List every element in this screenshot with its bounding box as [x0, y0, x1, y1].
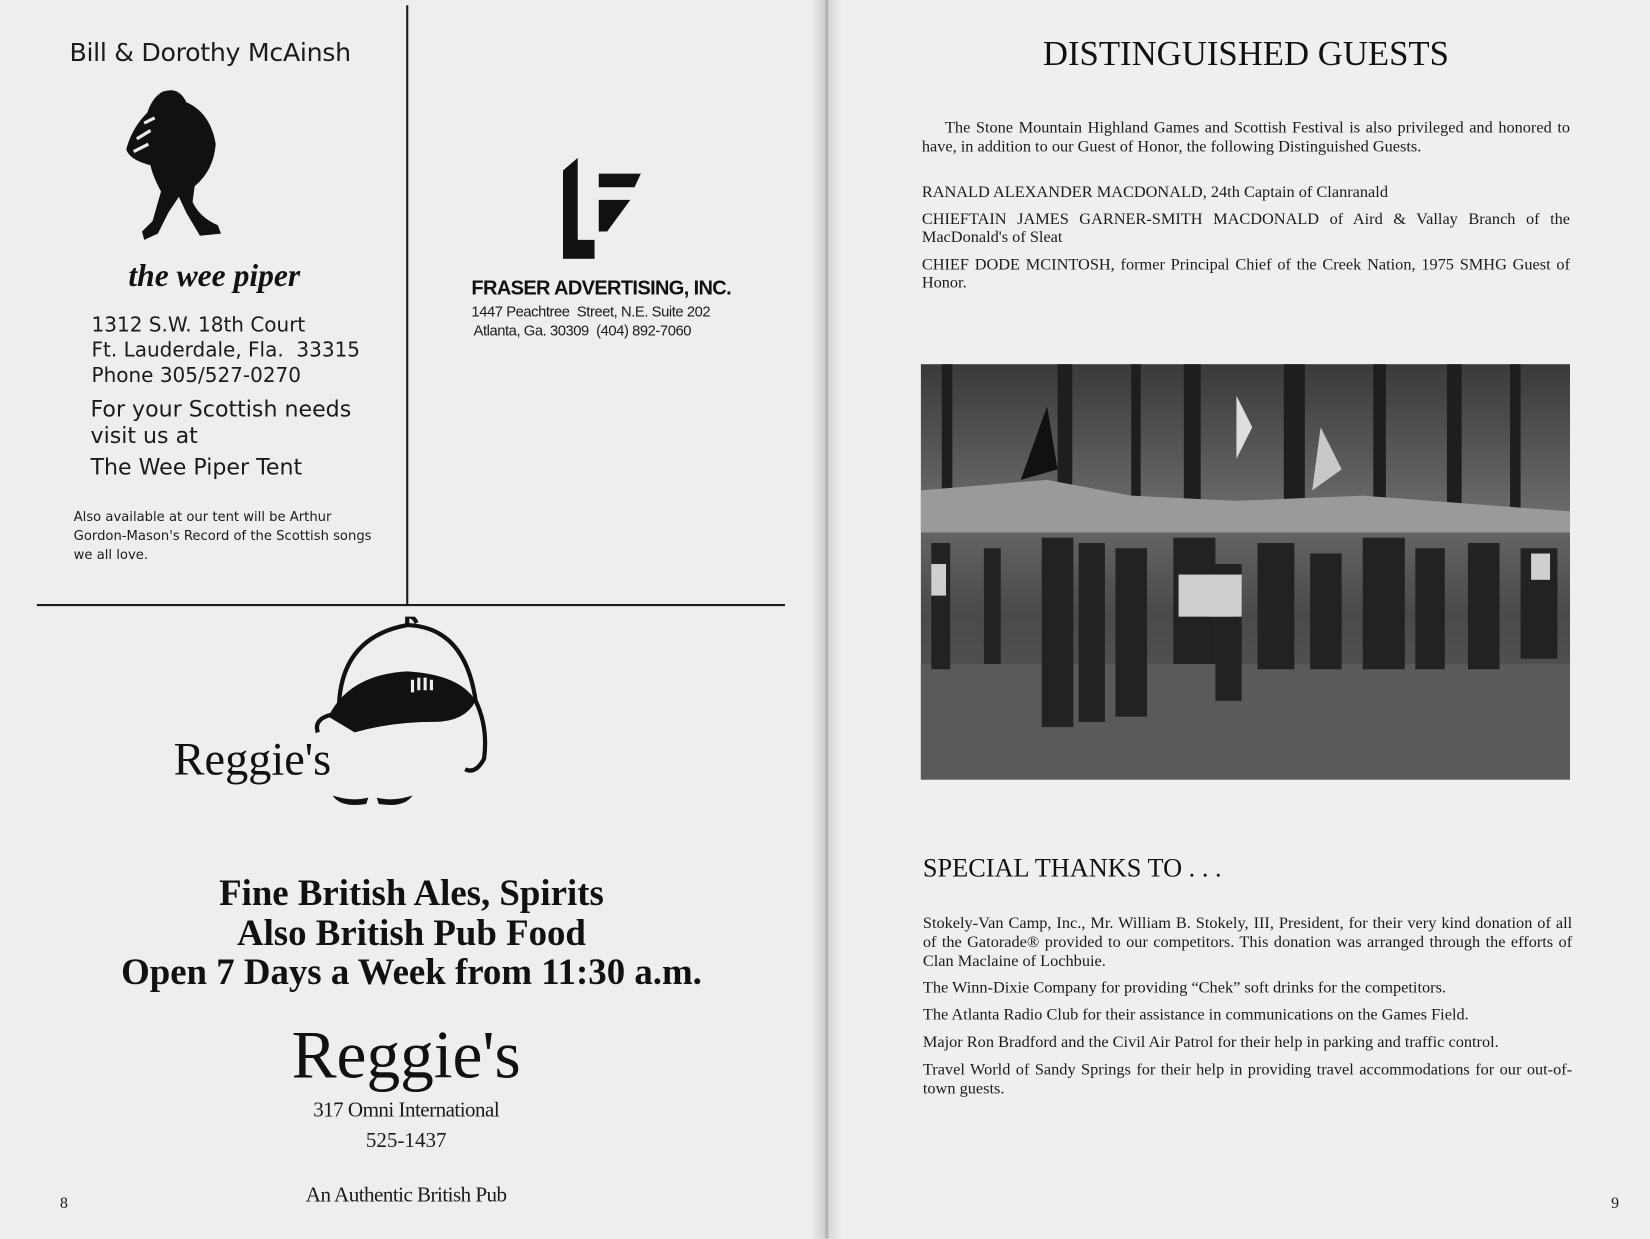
fraser-company-name: FRASER ADVERTISING, INC.	[471, 277, 732, 300]
phone-line: Phone 305/527-0270	[91, 364, 302, 388]
thanks-item: Major Ron Bradford and the Civil Air Patrol for their help in parking and traffic control.	[922, 1033, 1499, 1052]
invite-line: The Wee Piper Tent	[90, 454, 303, 480]
reggies-tagline: An Authentic British Pub	[305, 1183, 507, 1207]
special-thanks-title: SPECIAL THANKS TO . . .	[922, 854, 1222, 883]
reggies-headline	[63, 873, 760, 991]
guest-list	[922, 183, 1570, 292]
reggies-helmet-icon	[307, 617, 492, 781]
headline-line: Fine British Ales, Spirits	[219, 872, 604, 914]
wee-piper-note: Also available at our tent will be Arthur Gordon-Mason's Record of the Scottish songs we all love.	[73, 508, 372, 562]
reggies-logo-name: Reggie's	[173, 733, 332, 786]
binding-gutter	[810, 0, 842, 1239]
page-title: DISTINGUISHED GUESTS	[1042, 35, 1449, 74]
wee-piper-logo-text: the wee piper	[128, 258, 301, 294]
reggies-name: Reggie's	[291, 1017, 521, 1093]
headline-line: Also British Pub Food	[236, 911, 586, 953]
headline-line: Open 7 Days a Week from 11:30 a.m.	[121, 951, 702, 993]
guest-item: RANALD ALEXANDER MACDONALD, 24th Captain of Clanranald	[921, 183, 1388, 201]
address-line: 1447 Peachtree Street, N.E. Suite 202	[471, 303, 711, 320]
guest-item: CHIEFTAIN JAMES GARNER-SMITH MACDONALD of Aird & Vallay Branch of the MacDonald's of Sleat	[921, 209, 1571, 247]
thanks-item: Stokely-Van Camp, Inc., Mr. William B. Stokely, III, President, for their very kind donation of all of the Gatorade® provided to our competitors. This donation was arranged through the efforts of Clan Maclaine of Lochbuie.	[922, 914, 1573, 970]
horizontal-divider	[37, 604, 785, 606]
address-line: 1312 S.W. 18th Court	[91, 313, 306, 337]
invite-line: For your Scottish needs	[90, 396, 352, 422]
address-line: Atlanta, Ga. 30309 (404) 892-7060	[473, 322, 692, 339]
thanks-list	[923, 914, 1572, 1097]
page-number-right: 9	[1611, 1195, 1619, 1213]
address-line: Ft. Lauderdale, Fla. 33315	[91, 338, 361, 362]
vertical-divider	[406, 5, 408, 605]
intro-paragraph: The Stone Mountain Highland Games and Scottish Festival is also privileged and honored to have, in addition to our Guest of Honor, the following Distinguished Guests.	[921, 118, 1571, 156]
thanks-item: The Atlanta Radio Club for their assistance in communications on the Games Field.	[922, 1006, 1469, 1025]
wee-piper-address	[92, 313, 360, 389]
fraser-address	[471, 302, 710, 340]
invite-line: visit us at	[90, 423, 198, 449]
mustache-icon	[330, 791, 414, 812]
piper-figure-icon	[121, 86, 226, 244]
highland-games-parade-photo	[921, 364, 1570, 780]
page-number-left: 8	[59, 1195, 68, 1213]
guest-item: CHIEF DODE MCINTOSH, former Principal Chief of the Creek Nation, 1975 SMHG Guest of Honor.	[921, 255, 1571, 292]
wee-piper-owners: Bill & Dorothy McAinsh	[69, 37, 351, 68]
reggies-phone: 525-1437	[365, 1129, 447, 1153]
fraser-logo-icon	[563, 158, 643, 259]
thanks-item: Travel World of Sandy Springs for their help in providing travel accommodations for our out-of-town guests.	[922, 1060, 1573, 1098]
wee-piper-invite	[90, 397, 351, 481]
thanks-item: The Winn-Dixie Company for providing “Chek” soft drinks for the competitors.	[922, 979, 1447, 997]
reggies-address: 317 Omni International	[313, 1098, 500, 1122]
